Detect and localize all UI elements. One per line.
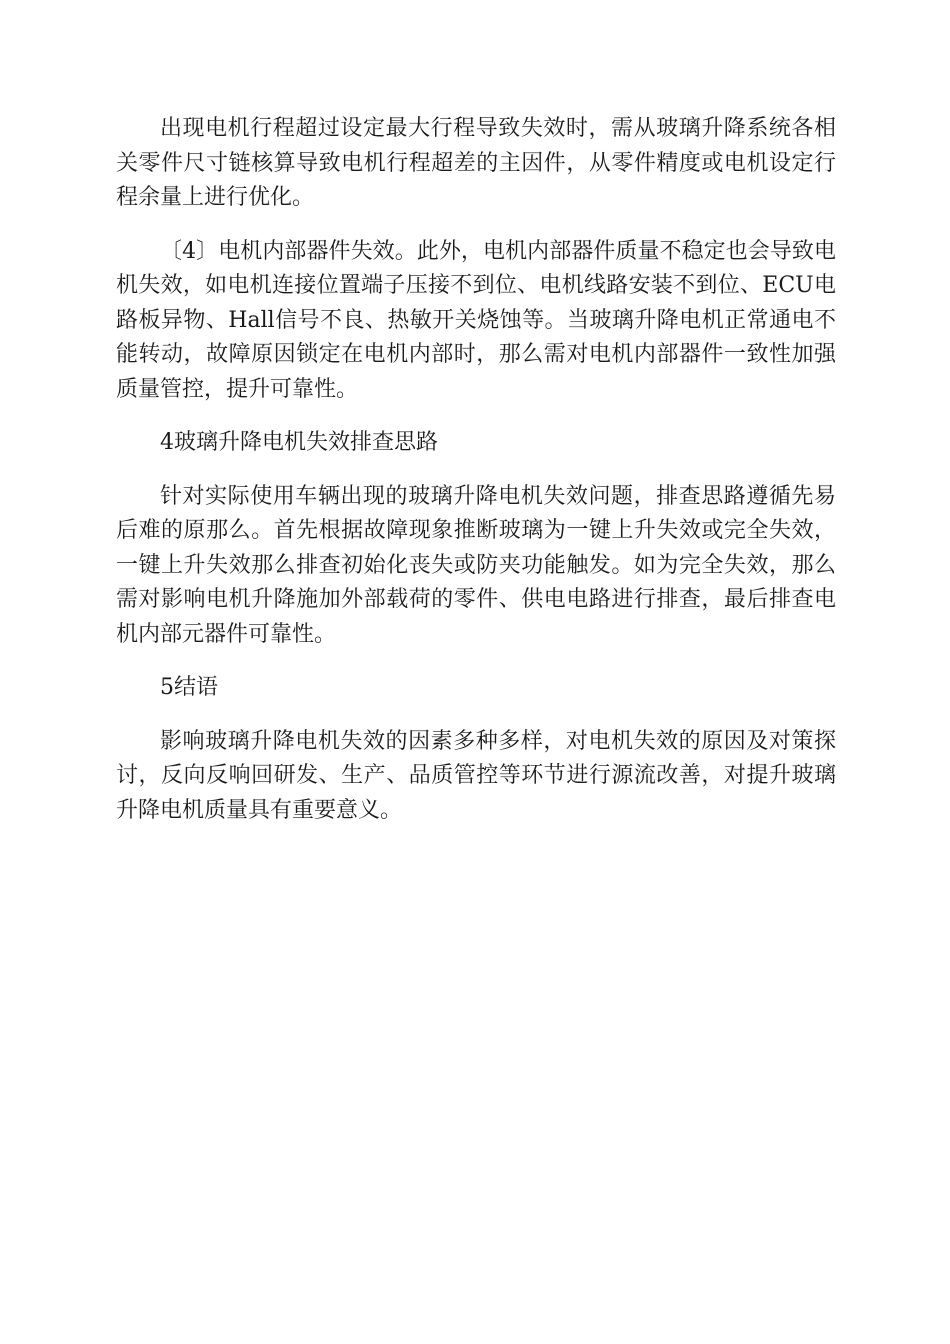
- paragraph-internal-components: 〔4〕电机内部器件失效。此外，电机内部器件质量不稳定也会导致电机失效，如电机连接位置端子压接不到位、电机线路安装不到位、ECU电路板异物、Hall信号不良、热敏开关烧蚀等。当玻璃升降电机正常通电不能转动，故障原因锁定在电机内部时，那么需对电机内部器件一致性加强质量管控，提升可靠性。: [116, 238, 836, 402]
- section-heading-conclusion: 5结语: [160, 675, 218, 700]
- paragraph-conclusion: 影响玻璃升降电机失效的因素多种多样，对电机失效的原因及对策探讨，反向反响回研发、生产、品质管控等环节进行源流改善，对提升玻璃升降电机质量具有重要意义。: [116, 728, 836, 823]
- paragraph-motor-travel: 出现电机行程超过设定最大行程导致失效时，需从玻璃升降系统各相关零件尺寸链核算导致电机行程超差的主因件，从零件精度或电机设定行程余量上进行优化。: [116, 116, 836, 210]
- document-page: [116, 112, 836, 828]
- paragraph-troubleshooting: 针对实际使用车辆出现的玻璃升降电机失效问题，排查思路遵循先易后难的原那么。首先根据故障现象推断玻璃为一键上升失效或完全失效，一键上升失效那么排查初始化丧失或防夹功能触发。如为完全失效，那么需对影响电机升降施加外部载荷的零件、供电电路进行排查，最后排查电机内部元器件可靠性。: [116, 483, 836, 647]
- section-heading-troubleshooting: 4玻璃升降电机失效排查思路: [160, 430, 438, 455]
